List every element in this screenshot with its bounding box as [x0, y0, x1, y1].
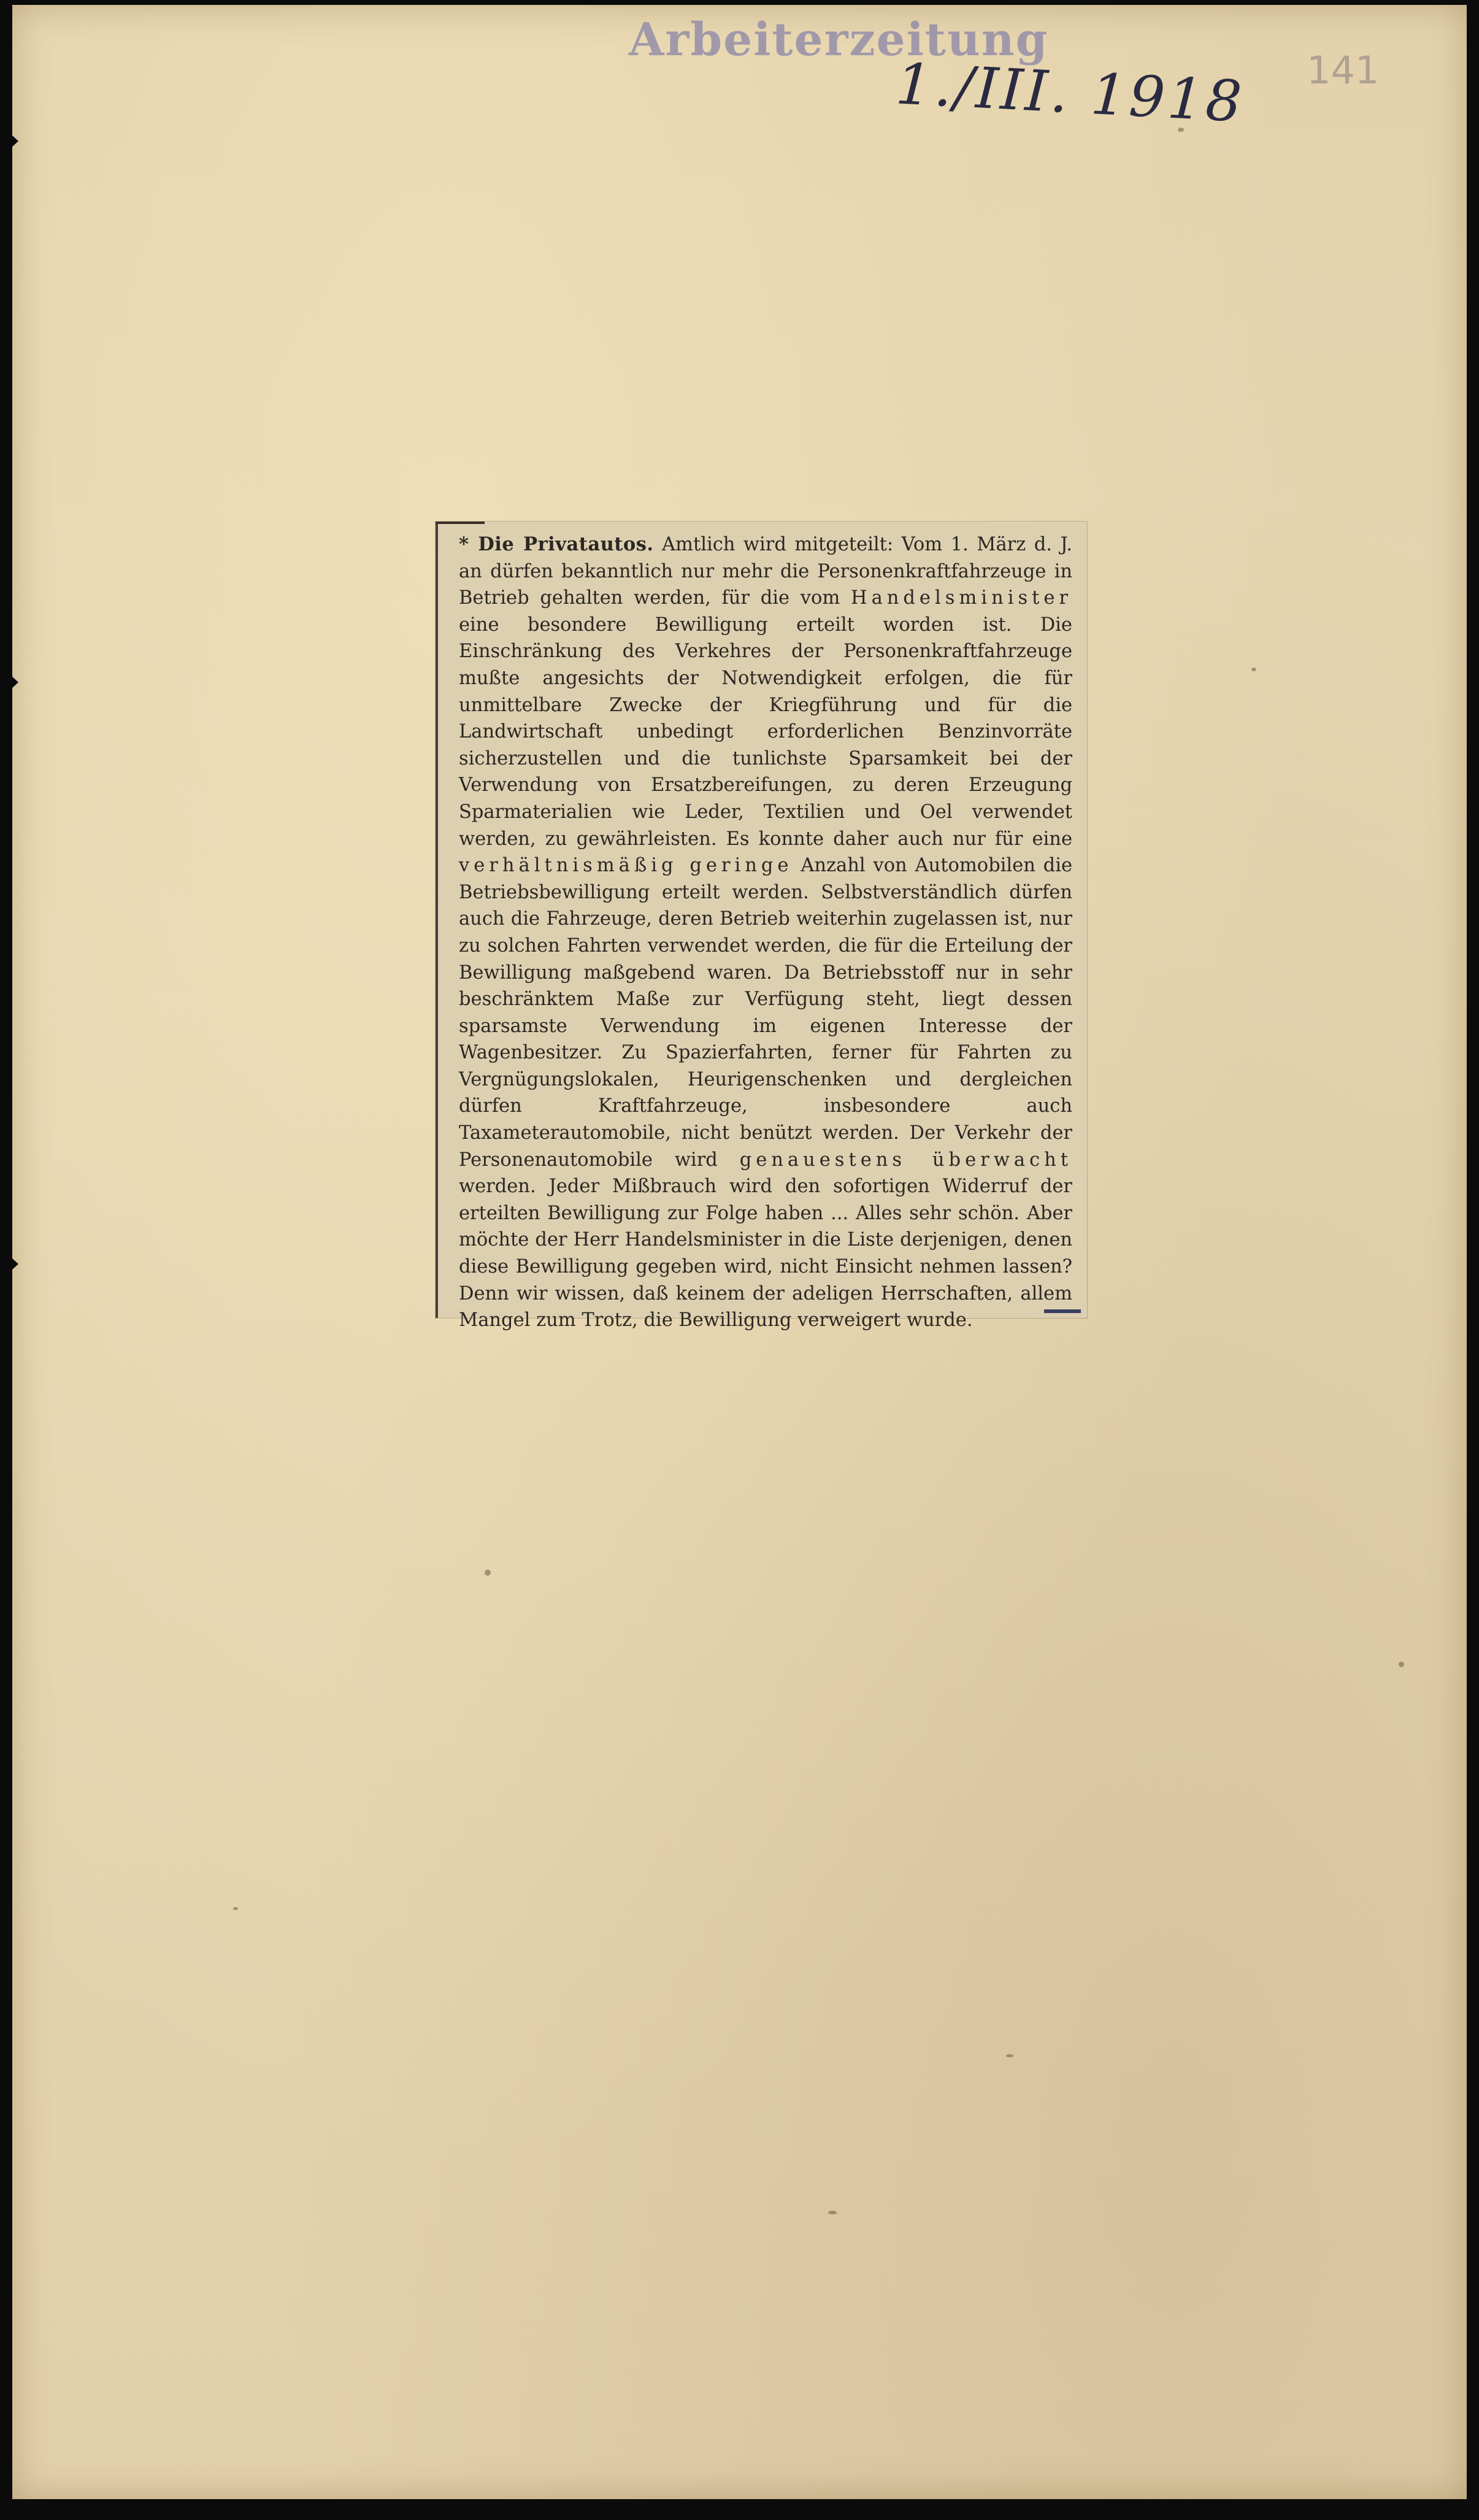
article-headline: * Die Privatautos. — [459, 533, 654, 555]
handwritten-date: 1./III. 1918 — [894, 51, 1246, 135]
newspaper-stamp: Arbeiterzeitung — [629, 13, 1049, 66]
paper-fleck — [1399, 1662, 1404, 1667]
paper-fleck — [828, 2211, 837, 2214]
paper-sheet — [12, 5, 1467, 2499]
clipping-corner-mark — [436, 522, 485, 524]
paper-fleck — [233, 1907, 238, 1910]
article-part: eine besondere Bewilligung erteilt worden ist. Die Einschränkung des Verkehres der Personenkraftfahrzeuge mußte angesichts der Notwendigkeit erfolgen, die für unmittelbare Zwecke der Kriegführung und für die Landwirtschaft unbedingt erforderlichen Benzinvorräte sicherzustellen und die tunlichste Sparsamkeit bei der Verwendung von Ersatzbereifungen, zu deren Erzeugung Sparmaterialien wie Leder, Textilien und Oel verwendet werden, zu gewährleisten. Es konnte daher auch nur für eine — [459, 614, 1072, 850]
article-part: Anzahl von Automobilen die Betriebsbewilligung erteilt werden. Selbstverständlich dürfen auch die Fahrzeuge, deren Betrieb weiterhin zugelassen ist, nur zu solchen Fahrten verwendet werden, die für die Erteilung der Bewilligung maßgebend waren. Da Betriebsstoff nur in sehr beschränktem Maße zur Verfügung steht, liegt dessen sparsamste Verwendung im eigenen Interesse der Wagenbesitzer. Zu Spazierfahrten, ferner für Fahrten zu Vergnügungslokalen, Heurigenschenken und dergleichen dürfen Kraftfahrzeuge, insbesondere auch Taxameterautomobile, nicht benützt werden. Der Verkehr der Personenautomobile wird — [459, 855, 1072, 1171]
newspaper-clipping — [436, 522, 1087, 1331]
article-emphasis: Handelsminister — [850, 587, 1072, 609]
article-emphasis: genauestens überwacht — [739, 1149, 1072, 1171]
article-text — [459, 531, 1072, 1334]
paper-fleck — [485, 1570, 491, 1576]
paper-fleck — [1251, 668, 1256, 671]
handwritten-page-number: 141 — [1307, 48, 1380, 93]
paper-fleck — [1006, 2054, 1013, 2057]
article-emphasis: verhältnismäßig geringe — [459, 855, 793, 877]
article-part: Amtlich wird mitgeteilt: Vom 1. März d. J. an dürfen bekanntlich nur mehr die Personenkraftfahrzeuge in Betrieb gehalten werden, für die vom — [459, 534, 1073, 609]
article-part: werden. Jeder Mißbrauch wird den sofortigen Widerruf der erteilten Bewilligung zur Folge haben ... Alles sehr schön. Aber möchte der Herr Handelsminister in die Liste derjenigen, denen diese Bewilligung gegeben wird, nicht Einsicht nehmen lassen? Denn wir wissen, daß keinem der adeligen Herrschaften, allem Mangel zum Trotz, die Bewilligung verweigert wurde. — [459, 1176, 1072, 1331]
